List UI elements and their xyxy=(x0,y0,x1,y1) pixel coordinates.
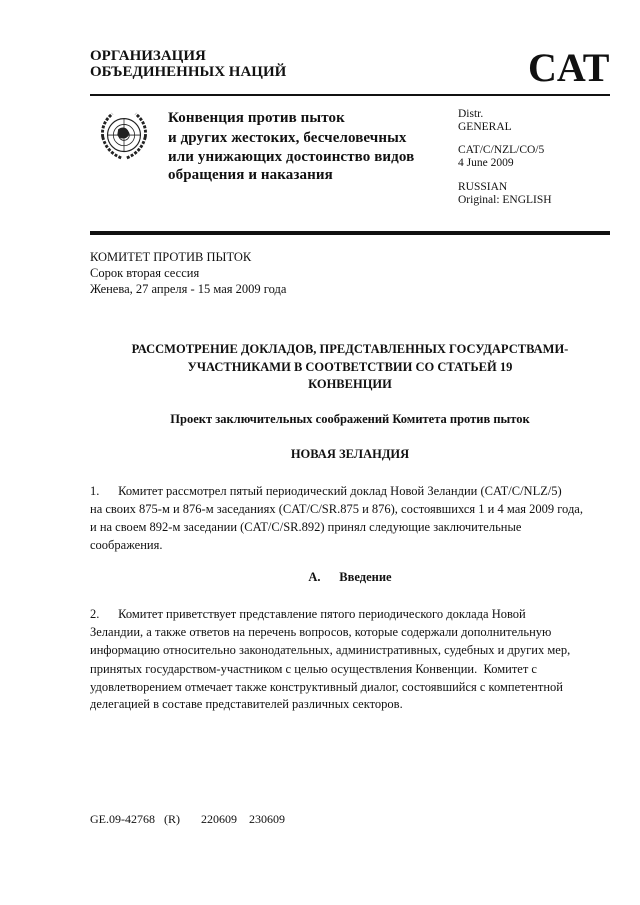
para1-line: 1. Комитет рассмотрел пятый периодический доклад Новой Зеландии (CAT/C/NLZ/5) xyxy=(90,484,562,498)
header-thick-rule xyxy=(90,231,610,235)
doc-symbol: CAT/C/NZL/CO/5 xyxy=(458,144,545,156)
document-symbol: CAT xyxy=(528,45,610,90)
header-rule xyxy=(90,94,610,96)
org-name-line1: ОРГАНИЗАЦИЯ xyxy=(90,48,206,64)
distr-label: Distr. xyxy=(458,108,484,120)
para2-line: удовлетворением отмечает также конструктивный диалог, состоявшийся с компетентной xyxy=(90,680,563,694)
para2-line: Зеландии, а также ответов на перечень вопросов, которые содержали дополнительную xyxy=(90,625,552,639)
para1-line: соображения. xyxy=(90,538,163,552)
para2-line: делегацией в составе представителей различных секторов. xyxy=(90,697,403,711)
convention-title-line: обращения и наказания xyxy=(168,167,333,183)
un-emblem-icon xyxy=(95,108,153,166)
para1-line: на своих 875-м и 876-м заседаниях (CAT/C/SR.875 и 876), состоявшихся 1 и 4 мая 2009 года, xyxy=(90,502,583,516)
subtitle: Проект заключительных соображений Комитета против пыток xyxy=(170,412,530,426)
para2-line: 2. Комитет приветствует представление пятого периодического доклада Новой xyxy=(90,607,526,621)
title-line: РАССМОТРЕНИЕ ДОКЛАДОВ, ПРЕДСТАВЛЕННЫХ ГОСУДАРСТВАМИ- xyxy=(131,342,569,356)
section-heading-introduction: A. Введение xyxy=(308,570,392,584)
footer-job-number: GE.09-42768 (R) 220609 230609 xyxy=(90,812,285,826)
committee-session: Сорок вторая сессия xyxy=(90,266,200,280)
para2-line: принятых государством-участником с целью осуществления Конвенции. Комитет с xyxy=(90,662,537,676)
title-line: УЧАСТНИКАМИ В СООТВЕТСТВИИ СО СТАТЬЕЙ 19 xyxy=(187,360,513,374)
convention-title-line: Конвенция против пыток xyxy=(168,110,345,126)
org-name-line2: ОБЪЕДИНЕННЫХ НАЦИЙ xyxy=(90,64,287,80)
original-language: Original: ENGLISH xyxy=(458,194,552,206)
convention-title-line: или унижающих достоинство видов xyxy=(168,149,415,165)
country-heading: НОВАЯ ЗЕЛАНДИЯ xyxy=(290,447,410,461)
para1-line: и на своем 892-м заседании (CAT/C/SR.892) принял следующие заключительные xyxy=(90,520,522,534)
para2-line: информацию относительно законодательных, административных, судебных и других мер, xyxy=(90,643,571,657)
committee-place-date: Женева, 27 апреля - 15 мая 2009 года xyxy=(90,282,287,296)
language: RUSSIAN xyxy=(458,181,508,193)
distribution: GENERAL xyxy=(458,121,512,133)
convention-title-line: и других жестоких, бесчеловечных xyxy=(168,130,407,146)
doc-date: 4 June 2009 xyxy=(458,157,514,169)
committee-name: КОМИТЕТ ПРОТИВ ПЫТОК xyxy=(90,250,252,264)
title-line: КОНВЕНЦИИ xyxy=(308,377,392,391)
